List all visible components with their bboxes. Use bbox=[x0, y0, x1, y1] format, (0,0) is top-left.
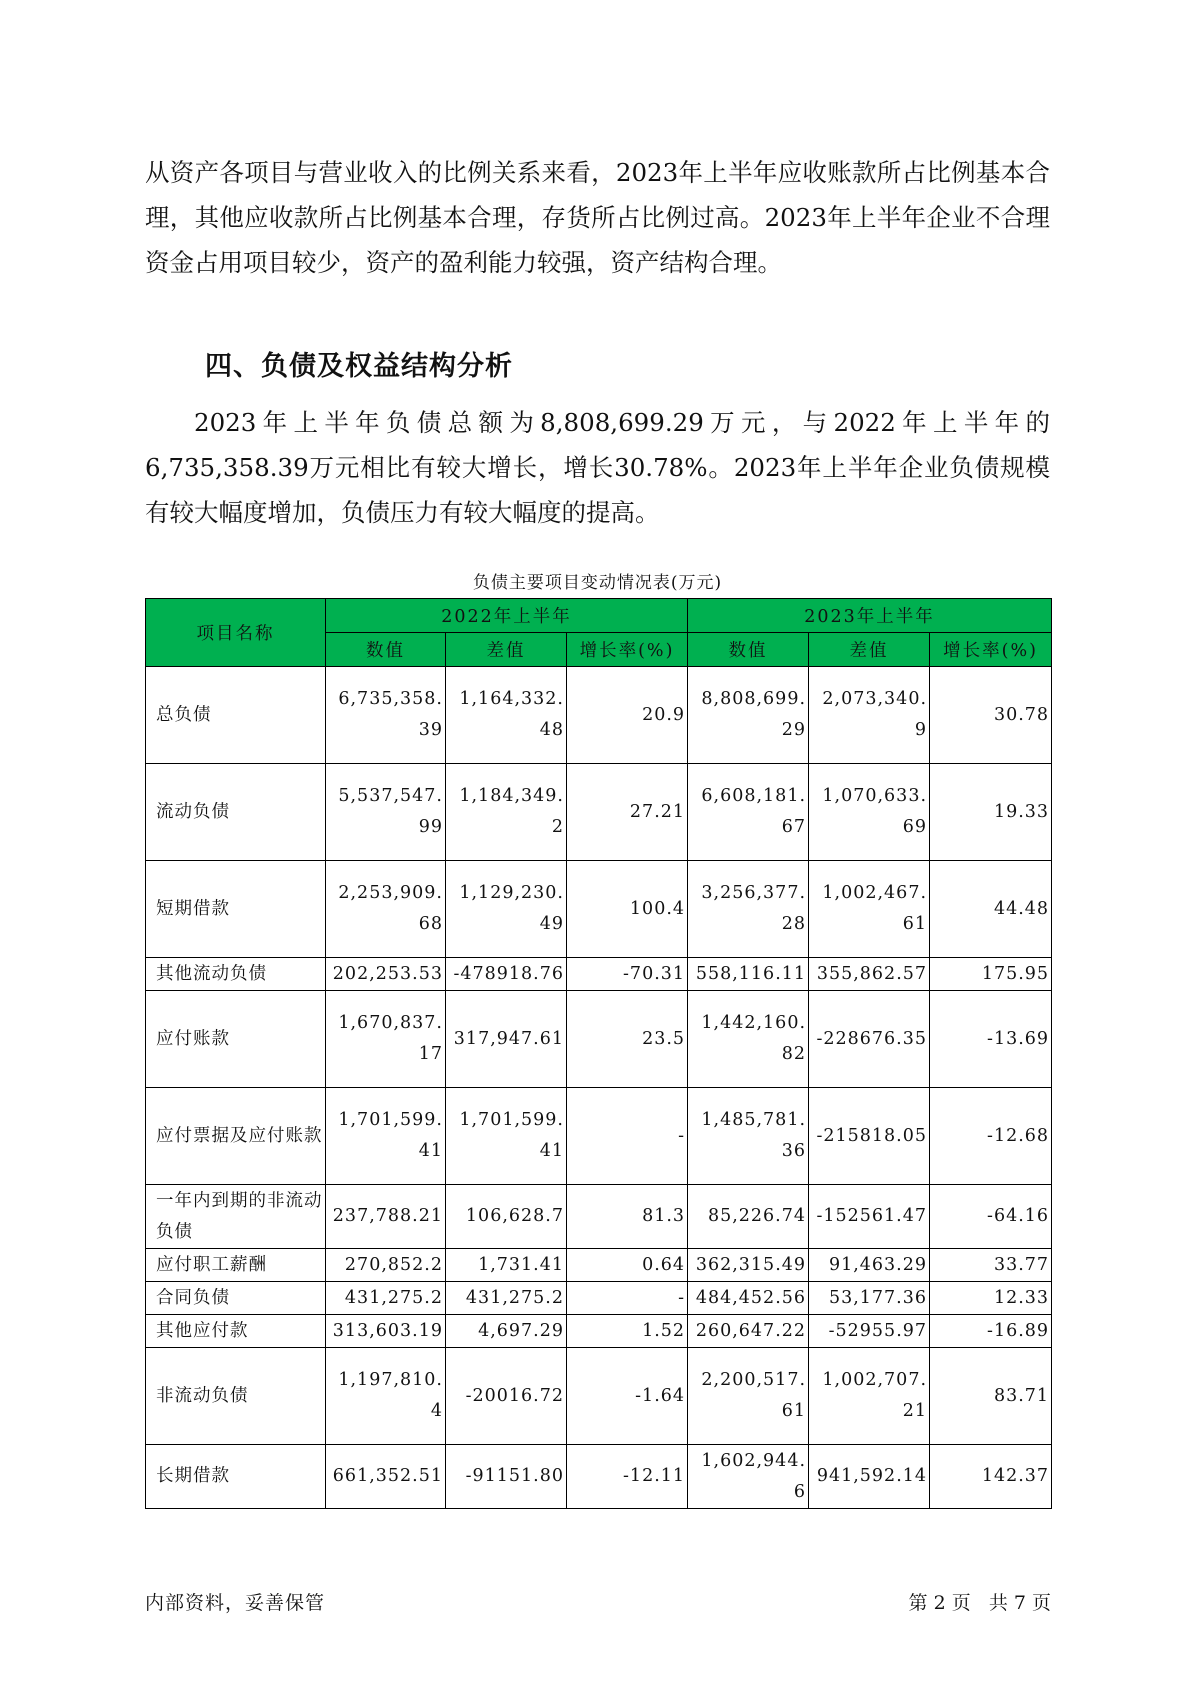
footer-confidential-note: 内部资料，妥善保管 bbox=[145, 1592, 326, 1614]
cell-diff-2023: 1,070,633.69 bbox=[809, 764, 930, 861]
cell-value-2023: 3,256,377.28 bbox=[688, 861, 809, 958]
cell-rate-2022: 20.9 bbox=[567, 667, 688, 764]
cell-diff-2023: 53,177.36 bbox=[809, 1282, 930, 1315]
table-row bbox=[146, 1185, 1052, 1249]
cell-diff-2023: 1,002,707.21 bbox=[809, 1348, 930, 1445]
row-name: 合同负债 bbox=[146, 1282, 326, 1315]
table-row bbox=[146, 1282, 1052, 1315]
cell-rate-2023: 19.33 bbox=[930, 764, 1052, 861]
header-value-2023: 数值 bbox=[688, 633, 809, 667]
cell-diff-2023: 941,592.14 bbox=[809, 1445, 930, 1509]
header-diff-2023: 差值 bbox=[809, 633, 930, 667]
table-row bbox=[146, 991, 1052, 1088]
cell-diff-2022: 1,731.41 bbox=[446, 1249, 567, 1282]
cell-rate-2022: 81.3 bbox=[567, 1185, 688, 1249]
cell-rate-2023: 30.78 bbox=[930, 667, 1052, 764]
cell-value-2023: 1,442,160.82 bbox=[688, 991, 809, 1088]
cell-value-2022: 431,275.2 bbox=[326, 1282, 446, 1315]
cell-diff-2022: -478918.76 bbox=[446, 958, 567, 991]
cell-rate-2023: 44.48 bbox=[930, 861, 1052, 958]
cell-value-2022: 2,253,909.68 bbox=[326, 861, 446, 958]
table-caption: 负债主要项目变动情况表(万元) bbox=[472, 573, 723, 593]
table-row bbox=[146, 1249, 1052, 1282]
cell-rate-2022: -12.11 bbox=[567, 1445, 688, 1509]
table-row bbox=[146, 1088, 1052, 1185]
cell-diff-2023: -152561.47 bbox=[809, 1185, 930, 1249]
cell-value-2022: 1,197,810.4 bbox=[326, 1348, 446, 1445]
cell-value-2022: 237,788.21 bbox=[326, 1185, 446, 1249]
table-row bbox=[146, 764, 1052, 861]
footer-page-total: 共 7 页 bbox=[988, 1592, 1051, 1614]
cell-diff-2023: -215818.05 bbox=[809, 1088, 930, 1185]
cell-rate-2022: -1.64 bbox=[567, 1348, 688, 1445]
cell-value-2023: 558,116.11 bbox=[688, 958, 809, 991]
header-rate-2023: 增长率(%) bbox=[930, 633, 1052, 667]
table-row bbox=[146, 958, 1052, 991]
cell-diff-2022: 1,164,332.48 bbox=[446, 667, 567, 764]
cell-rate-2022: 1.52 bbox=[567, 1315, 688, 1348]
row-name: 非流动负债 bbox=[146, 1348, 326, 1445]
row-name: 其他应付款 bbox=[146, 1315, 326, 1348]
cell-rate-2023: -16.89 bbox=[930, 1315, 1052, 1348]
body-paragraph-liabilities-summary: 2023年上半年负债总额为8,808,699.29万元，与2022年上半年的6,735,358.39万元相比有较大增长，增长30.78%。2023年上半年企业负债规模有较大幅度增加，负债压力有较大幅度的提高。 bbox=[145, 408, 1050, 527]
body-paragraph-asset-ratio: 从资产各项目与营业收入的比例关系来看，2023年上半年应收账款所占比例基本合理，其他应收款所占比例基本合理，存货所占比例过高。2023年上半年企业不合理资金占用项目较少，资产的盈利能力较强，资产结构合理。 bbox=[145, 158, 1050, 277]
cell-value-2023: 85,226.74 bbox=[688, 1185, 809, 1249]
cell-diff-2022: 1,701,599.41 bbox=[446, 1088, 567, 1185]
section-heading-liabilities: 四、负债及权益结构分析 bbox=[205, 351, 513, 382]
cell-diff-2023: 1,002,467.61 bbox=[809, 861, 930, 958]
row-name: 总负债 bbox=[146, 667, 326, 764]
cell-value-2022: 202,253.53 bbox=[326, 958, 446, 991]
cell-value-2023: 8,808,699.29 bbox=[688, 667, 809, 764]
cell-value-2023: 2,200,517.61 bbox=[688, 1348, 809, 1445]
footer-page-number: 第 2 页 bbox=[908, 1592, 971, 1614]
row-name: 长期借款 bbox=[146, 1445, 326, 1509]
cell-value-2023: 1,485,781.36 bbox=[688, 1088, 809, 1185]
cell-rate-2022: 23.5 bbox=[567, 991, 688, 1088]
cell-diff-2022: 4,697.29 bbox=[446, 1315, 567, 1348]
cell-value-2022: 6,735,358.39 bbox=[326, 667, 446, 764]
cell-rate-2023: 12.33 bbox=[930, 1282, 1052, 1315]
cell-value-2022: 661,352.51 bbox=[326, 1445, 446, 1509]
row-name: 应付票据及应付账款 bbox=[146, 1088, 326, 1185]
header-item-name: 项目名称 bbox=[146, 599, 326, 667]
cell-rate-2023: 175.95 bbox=[930, 958, 1052, 991]
cell-diff-2022: 431,275.2 bbox=[446, 1282, 567, 1315]
cell-diff-2022: 106,628.7 bbox=[446, 1185, 567, 1249]
cell-value-2022: 1,670,837.17 bbox=[326, 991, 446, 1088]
cell-rate-2023: -64.16 bbox=[930, 1185, 1052, 1249]
cell-diff-2023: 91,463.29 bbox=[809, 1249, 930, 1282]
header-diff-2022: 差值 bbox=[446, 633, 567, 667]
cell-value-2022: 313,603.19 bbox=[326, 1315, 446, 1348]
cell-value-2023: 1,602,944.6 bbox=[688, 1445, 809, 1509]
cell-diff-2023: -52955.97 bbox=[809, 1315, 930, 1348]
cell-rate-2022: 27.21 bbox=[567, 764, 688, 861]
row-name: 其他流动负债 bbox=[146, 958, 326, 991]
cell-diff-2022: 1,129,230.49 bbox=[446, 861, 567, 958]
cell-rate-2023: 83.71 bbox=[930, 1348, 1052, 1445]
table-row bbox=[146, 1315, 1052, 1348]
cell-rate-2022: 100.4 bbox=[567, 861, 688, 958]
table-row bbox=[146, 861, 1052, 958]
cell-value-2022: 270,852.2 bbox=[326, 1249, 446, 1282]
cell-value-2023: 484,452.56 bbox=[688, 1282, 809, 1315]
cell-rate-2022: -70.31 bbox=[567, 958, 688, 991]
row-name: 短期借款 bbox=[146, 861, 326, 958]
table-row bbox=[146, 1445, 1052, 1509]
cell-diff-2022: -20016.72 bbox=[446, 1348, 567, 1445]
footer-page-info bbox=[909, 1588, 1051, 1615]
cell-diff-2022: -91151.80 bbox=[446, 1445, 567, 1509]
cell-value-2022: 5,537,547.99 bbox=[326, 764, 446, 861]
cell-diff-2023: 2,073,340.9 bbox=[809, 667, 930, 764]
cell-rate-2022: - bbox=[567, 1282, 688, 1315]
header-period-2022: 2022年上半年 bbox=[326, 599, 688, 633]
row-name: 应付职工薪酬 bbox=[146, 1249, 326, 1282]
cell-rate-2022: 0.64 bbox=[567, 1249, 688, 1282]
table-row bbox=[146, 1348, 1052, 1445]
cell-value-2023: 260,647.22 bbox=[688, 1315, 809, 1348]
cell-value-2023: 6,608,181.67 bbox=[688, 764, 809, 861]
cell-value-2022: 1,701,599.41 bbox=[326, 1088, 446, 1185]
header-rate-2022: 增长率(%) bbox=[567, 633, 688, 667]
cell-diff-2023: -228676.35 bbox=[809, 991, 930, 1088]
row-name: 流动负债 bbox=[146, 764, 326, 861]
row-name: 应付账款 bbox=[146, 991, 326, 1088]
cell-rate-2023: -12.68 bbox=[930, 1088, 1052, 1185]
cell-rate-2022: - bbox=[567, 1088, 688, 1185]
header-value-2022: 数值 bbox=[326, 633, 446, 667]
cell-diff-2023: 355,862.57 bbox=[809, 958, 930, 991]
cell-rate-2023: 142.37 bbox=[930, 1445, 1052, 1509]
row-name: 一年内到期的非流动负债 bbox=[146, 1185, 326, 1249]
liabilities-table bbox=[145, 598, 1052, 1509]
table-row bbox=[146, 667, 1052, 764]
cell-rate-2023: -13.69 bbox=[930, 991, 1052, 1088]
cell-value-2023: 362,315.49 bbox=[688, 1249, 809, 1282]
cell-diff-2022: 1,184,349.2 bbox=[446, 764, 567, 861]
header-period-2023: 2023年上半年 bbox=[688, 599, 1052, 633]
cell-rate-2023: 33.77 bbox=[930, 1249, 1052, 1282]
cell-diff-2022: 317,947.61 bbox=[446, 991, 567, 1088]
